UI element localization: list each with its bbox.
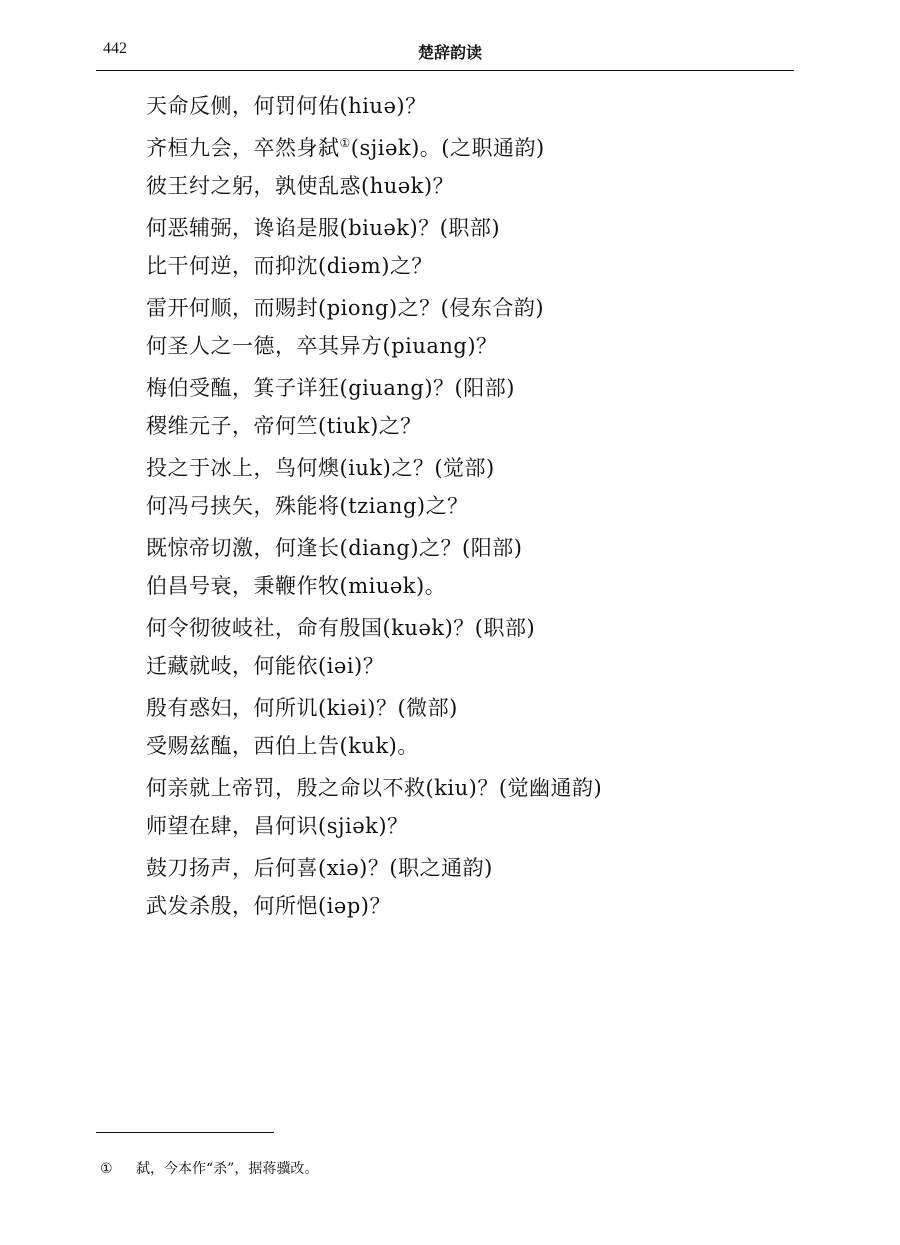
header-rule	[96, 70, 794, 71]
verse-line: 鼓刀扬声，后何喜(xiə)？(职之通韵)	[146, 856, 493, 880]
stanza	[146, 494, 826, 560]
verse-line: 何冯弓挟矢，殊能将(tziang)之？	[146, 494, 469, 518]
verse-line-tail: (sjiək)。(之职通韵)	[350, 136, 545, 160]
stanza	[146, 94, 826, 160]
stanza	[146, 654, 826, 720]
verse-line: 既惊帝切激，何逢长(diang)之？(阳部)	[146, 536, 523, 560]
stanza	[146, 814, 826, 880]
stanza	[146, 174, 826, 240]
stanza	[146, 894, 826, 918]
footnote	[100, 1158, 318, 1178]
footnote-marker: ①	[100, 1161, 113, 1177]
verse-line: 梅伯受醢，箕子详狂(giuang)？(阳部)	[146, 376, 515, 400]
verse-line	[146, 136, 826, 160]
verse-line: 彼王纣之躬，孰使乱惑(huək)？	[146, 174, 455, 198]
verse-line: 迁藏就岐，何能依(iəi)？	[146, 654, 385, 678]
verse-line: 雷开何顺，而赐封(piong)之？(侵东合韵)	[146, 296, 545, 320]
footnote-text: 弑，今本作“杀”，据蒋骥改。	[136, 1161, 319, 1177]
verse-line: 师望在肆，昌何识(sjiək)？	[146, 814, 409, 838]
verse-line: 殷有惑妇，何所讥(kiəi)？(微部)	[146, 696, 458, 720]
running-title: 楚辞韵读	[417, 43, 482, 62]
stanza	[146, 574, 826, 640]
footnote-rule	[96, 1132, 274, 1133]
verse-line: 何圣人之一德，卒其异方(piuang)？	[146, 334, 498, 358]
verse-line: 天命反侧，何罚何佑(hiuə)？	[146, 94, 427, 118]
verse-line: 何恶辅弼，谗谄是服(biuək)？(职部)	[146, 216, 501, 240]
page-number: 442	[103, 40, 127, 57]
stanza	[146, 734, 826, 800]
stanza	[146, 334, 826, 400]
verse-line: 何亲就上帝罚，殷之命以不救(kiu)？(觉幽通韵)	[146, 776, 603, 800]
verse-line: 比干何逆，而抑沈(diəm)之？	[146, 254, 433, 278]
verse-line: 投之于冰上，鸟何燠(iuk)之？(觉部)	[146, 456, 495, 480]
verse-line: 武发杀殷，何所悒(iəp)？	[146, 894, 391, 918]
verse-line: 稷维元子，帝何竺(tiuk)之？	[146, 414, 422, 438]
verse-line: 伯昌号衰，秉鞭作牧(miuək)。	[146, 574, 447, 598]
footnote-reference[interactable]: ①	[339, 136, 351, 150]
stanza	[146, 254, 826, 320]
stanza	[146, 414, 826, 480]
body-text	[146, 94, 826, 932]
verse-line-head: 齐桓九会，卒然身弑	[146, 136, 340, 160]
verse-line: 何令彻彼岐社，命有殷国(kuək)？(职部)	[146, 616, 536, 640]
verse-line: 受赐兹醢，西伯上告(kuk)。	[146, 734, 419, 758]
